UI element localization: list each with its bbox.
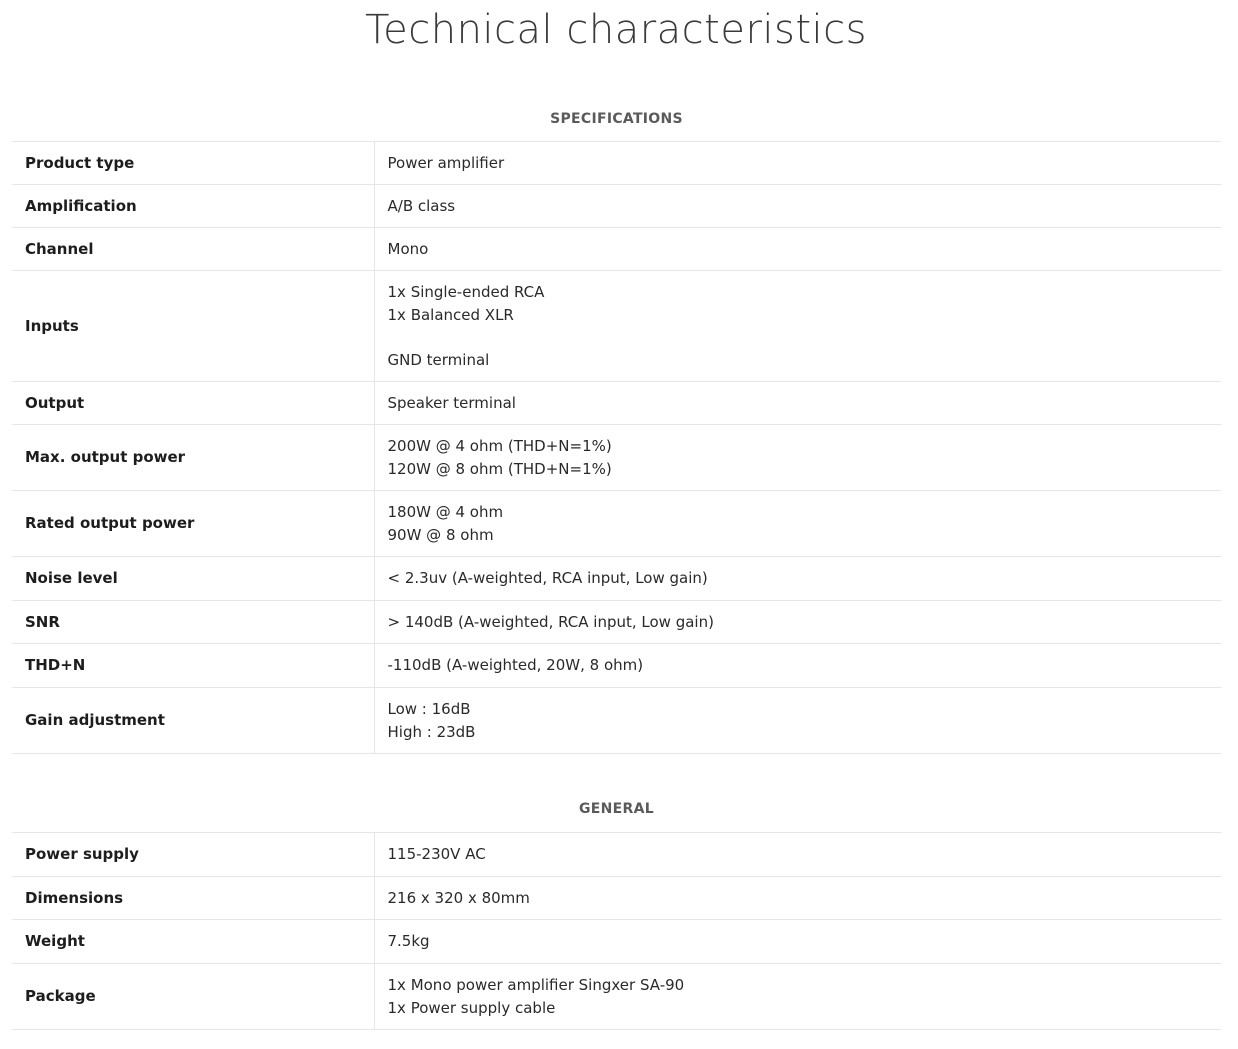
- spec-label: Max. output power: [25, 448, 186, 467]
- spec-value: 1x Mono power amplifier Singxer SA-90 1x Power supply cable: [374, 964, 1221, 1030]
- table-row: [12, 877, 1221, 920]
- general-table: [12, 832, 1221, 1030]
- specifications-table: [12, 141, 1221, 754]
- spec-value: -110dB (A-weighted, 20W, 8 ohm): [374, 644, 1221, 688]
- spec-label: Amplification: [25, 196, 137, 215]
- table-row: [12, 142, 1221, 185]
- table-row: [12, 833, 1221, 877]
- spec-value: 7.5kg: [374, 920, 1221, 964]
- spec-label: Output: [25, 393, 85, 412]
- spec-label: Rated output power: [25, 514, 195, 533]
- spec-label: Power supply: [25, 845, 139, 864]
- spec-label: Package: [25, 987, 96, 1006]
- specifications-section: [12, 108, 1221, 754]
- spec-value: Low : 16dB High : 23dB: [374, 688, 1221, 754]
- spec-label: Inputs: [25, 316, 79, 335]
- table-row: [12, 425, 1221, 491]
- spec-value: 115-230V AC: [374, 833, 1221, 877]
- spec-label: Dimensions: [25, 888, 124, 907]
- table-row: [12, 688, 1221, 754]
- spec-value: Mono: [374, 228, 1221, 271]
- table-row: [12, 271, 1221, 382]
- section-title-general: GENERAL: [579, 801, 654, 817]
- spec-value: 180W @ 4 ohm 90W @ 8 ohm: [374, 491, 1221, 557]
- spec-label: Noise level: [25, 569, 118, 588]
- table-row: [12, 185, 1221, 228]
- spec-value: < 2.3uv (A-weighted, RCA input, Low gain): [374, 557, 1221, 601]
- section-title-specifications: SPECIFICATIONS: [550, 111, 683, 127]
- spec-label: SNR: [25, 612, 60, 631]
- table-row: [12, 228, 1221, 271]
- spec-value: > 140dB (A-weighted, RCA input, Low gain): [374, 601, 1221, 644]
- spec-value: Speaker terminal: [374, 382, 1221, 425]
- spec-label: Product type: [25, 153, 135, 172]
- spec-value: 216 x 320 x 80mm: [374, 877, 1221, 920]
- table-row: [12, 920, 1221, 964]
- spec-label: THD+N: [25, 656, 86, 675]
- spec-label: Channel: [25, 239, 94, 258]
- table-row: [12, 382, 1221, 425]
- page-title: Technical characteristics: [364, 7, 867, 53]
- spec-value: A/B class: [374, 185, 1221, 228]
- spec-value: 1x Single-ended RCA 1x Balanced XLR GND terminal: [374, 271, 1221, 382]
- spec-label: Gain adjustment: [25, 711, 165, 730]
- spec-value: 200W @ 4 ohm (THD+N=1%) 120W @ 8 ohm (THD+N=1%): [374, 425, 1221, 491]
- spec-value: Power amplifier: [374, 142, 1221, 185]
- table-row: [12, 964, 1221, 1030]
- table-row: [12, 601, 1221, 644]
- table-row: [12, 644, 1221, 688]
- general-section: [12, 798, 1221, 1030]
- table-row: [12, 557, 1221, 601]
- spec-label: Weight: [25, 932, 85, 951]
- table-row: [12, 491, 1221, 557]
